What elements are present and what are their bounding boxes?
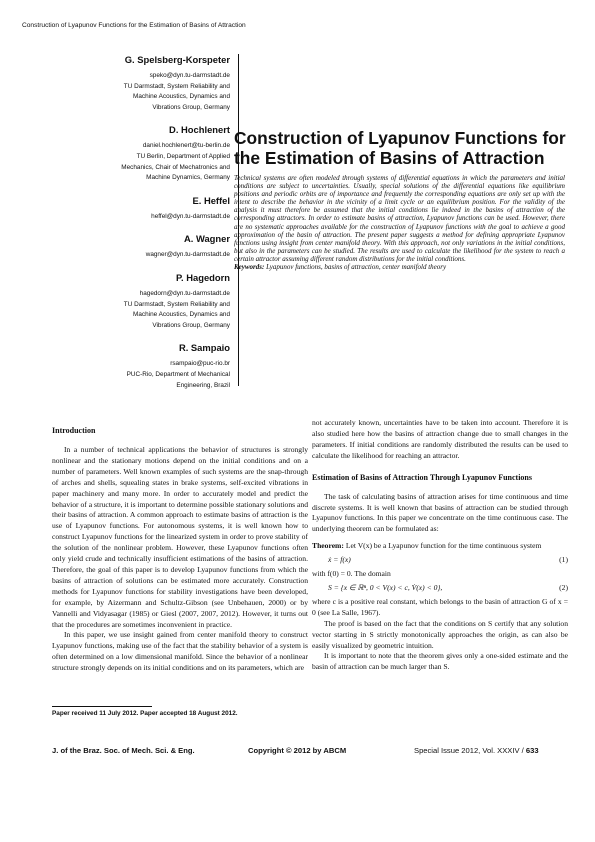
author-affiliation: Machine Dynamics, Germany: [146, 174, 230, 182]
author-affiliation: Machine Acoustics, Dynamics and: [133, 311, 230, 319]
paragraph: In a number of technical applications the behavior of structures is strongly nonlinear and the stationary motions depend on the initial conditions and on a number of parameters. Well known examples of such systems are the snap-through of arches and shells, squealing states in brake systems, self-excited vibrations in paper machinery and many more. In order to accurately model and predict the behavior of a structure, it is important to determine possible stationary solutions and their basins of attraction. A common approach to estimate basins of attraction is the use of Lyapunov functions. For autonomous systems, it is well known how to construct Lyapunov functions for the linearized system in order to prove stability of the solution of the nonlinear problem. However, these Lyapunov functions often only yield crude and technically insufficient estimations of the basins of attraction. Therefore, the goal of this paper is to develop Lyapunov functions from which the basins of attraction of solutions can be estimated more accurately. Construction methods for Lyapunov functions for stability investigations have been developed, for example, by Aizermann and Schultz-Gibson (see Unbehauen, 2000) or by Vannelli and Vidyasagar (1985) or Giesl (2007, 2007, 2012). However, it turns out that the procedures are sometimes inconvenient in practice.: [52, 445, 308, 629]
author-affiliation: Engineering, Brazil: [176, 381, 230, 389]
author-email: speko@dyn.tu-darmstadt.de: [149, 72, 230, 79]
equation-2: [312, 583, 568, 594]
equation-1: [312, 555, 568, 566]
received-note: Paper received 11 July 2012. Paper accepted 18 August 2012.: [52, 710, 238, 717]
equation-formula: ẋ = f(x): [328, 555, 351, 565]
author-name: E. Heffel: [192, 194, 230, 206]
author-affiliation: Vibrations Group, Germany: [152, 103, 230, 111]
author-email: rsampaio@puc-rio.br: [170, 360, 230, 368]
author-email: wagner@dyn.tu-darmstadt.de: [145, 251, 230, 259]
footer-issue-text: Special Issue 2012, Vol. XXXIV /: [414, 746, 526, 755]
theorem-label: Theorem:: [312, 541, 344, 551]
keywords-text: Lyapunov functions, basins of attraction, center manifold theory: [264, 263, 447, 272]
author-affiliation: TU Darmstadt, System Reliability and: [123, 300, 230, 308]
equation-number: (2): [559, 582, 568, 592]
author-affiliation: Machine Acoustics, Dynamics and: [133, 93, 230, 101]
author-email: heffel@dyn.tu-darmstadt.de: [151, 212, 230, 220]
abstract: [234, 174, 565, 271]
theorem: [312, 541, 568, 552]
paragraph: The task of calculating basins of attraction arises for time continuous and time discrete systems. It is well known that basins of attraction can be studied through Lyapunov functions. In this paper we concentrate on the time continuous case. The underlying theorem can be formulated as:: [312, 491, 568, 534]
author-entry: [60, 233, 230, 261]
author-affiliation: TU Darmstadt, System Reliability and: [123, 82, 230, 90]
left-column: [52, 425, 308, 674]
paragraph: with f(0) = 0. The domain: [312, 569, 391, 579]
footer-journal: J. of the Braz. Soc. of Mech. Sci. & Eng.: [52, 746, 195, 755]
right-column: [312, 418, 568, 673]
author-entry: [60, 272, 230, 331]
keywords-label: Keywords:: [234, 263, 265, 272]
keywords: [234, 263, 565, 271]
paragraph: not accurately known, uncertainties have to be taken into account. Therefore it is also studied here how the basins of attraction change due to small changes in the parameters. If initial conditions are randomly distributed the results can be used to calculate the likelihood for reaching an attractor.: [312, 418, 568, 460]
author-entry: [60, 54, 230, 113]
paper-title: [234, 128, 579, 168]
author-block: [60, 54, 239, 389]
author-email: hagedorn@dyn.tu-darmstadt.de: [139, 289, 230, 297]
author-name: D. Hochlenert: [169, 124, 230, 136]
running-head: Construction of Lyapunov Functions for the Estimation of Basins of Attraction: [22, 22, 246, 29]
author-name: P. Hagedorn: [175, 271, 230, 283]
page-number: 633: [525, 746, 539, 755]
equation-formula: S = {x ∈ ℝⁿ, 0 < V(x) < c, V̇(x) < 0},: [328, 582, 443, 592]
footer-copyright: Copyright © 2012 by ABCM: [248, 746, 347, 755]
footnote-rule: [52, 706, 152, 707]
author-entry: [60, 124, 230, 183]
author-affiliation: PUC-Rio, Department of Mechanical: [126, 370, 230, 378]
author-name: R. Sampaio: [178, 342, 230, 354]
paragraph: It is important to note that the theorem gives only a one-sided estimate and the basin of attraction can be much larger than S.: [312, 651, 568, 672]
footer-issue: [414, 746, 539, 755]
theorem-text: Let V(x) be a Lyapunov function for the time continuous system: [343, 541, 542, 551]
title-line: the Estimation of Basins of Attraction: [234, 148, 545, 168]
author-entry: [60, 195, 230, 223]
section-heading-estimation: Estimation of Basins of Attraction Through Lyapunov Functions: [312, 472, 532, 482]
title-line: Construction of Lyapunov Functions for: [234, 128, 566, 148]
author-entry: [60, 342, 230, 391]
paragraph: where c is a positive real constant, which belongs to the basin of attraction G of x = 0 (see La Salle, 1967).: [312, 596, 568, 617]
author-affiliation: TU Berlin, Department of Applied: [136, 152, 230, 160]
paragraph: The proof is based on the fact that the conditions on S certify that any solution vector starting in S strictly monotonically approaches the origin, as can also be easily visualized by geometric intuition.: [312, 618, 568, 650]
author-name: A. Wagner: [183, 233, 230, 245]
author-email: daniel.hochlenert@tu-berlin.de: [142, 142, 230, 150]
equation-number: (1): [559, 555, 568, 565]
author-affiliation: Vibrations Group, Germany: [152, 321, 230, 329]
section-heading-introduction: Introduction: [52, 426, 96, 435]
abstract-text: Technical systems are often modeled through systems of differential equations in which the parameters and initial conditions are subject to uncertainties. Usually, special solutions of the differential equations like equilibrium positions and periodic orbits are of importance and frequently the corresponding equations are only set up with the intent to describe the behavior in the vicinity of a limit cycle or an equilibrium position. For the validity of the analysis it must therefore be assumed that the initial conditions lie indeed in the basins of attraction of the corresponding attractors. In order to estimate basins of attraction, Lyapunov functions can be used. However, there are no systematic approaches available for the construction of Lyapunov functions with the goal to achieve a good approximation of the basin of attraction. The present paper suggests a method for defining appropriate Lyapunov functions using insight from center manifold theory. With this approach, not only variations in the initial conditions, but also in the parameters can be studied. The results are used to calculate the likelihood for the system to reach a certain attractor assuming different random distributions for the initial conditions.: [234, 174, 565, 263]
author-affiliation: Mechanics, Chair of Mechatronics and: [121, 163, 230, 171]
paragraph: In this paper, we use insight gained from center manifold theory to construct Lyapunov functions, making use of the fact that the stability behavior of a system is often determined on a low dimensional manifold. Since the behavior of a nonlinear structure strongly depends on its initial conditions and on its parameters, which are: [52, 630, 308, 673]
author-name: G. Spelsberg-Korspeter: [124, 54, 230, 65]
